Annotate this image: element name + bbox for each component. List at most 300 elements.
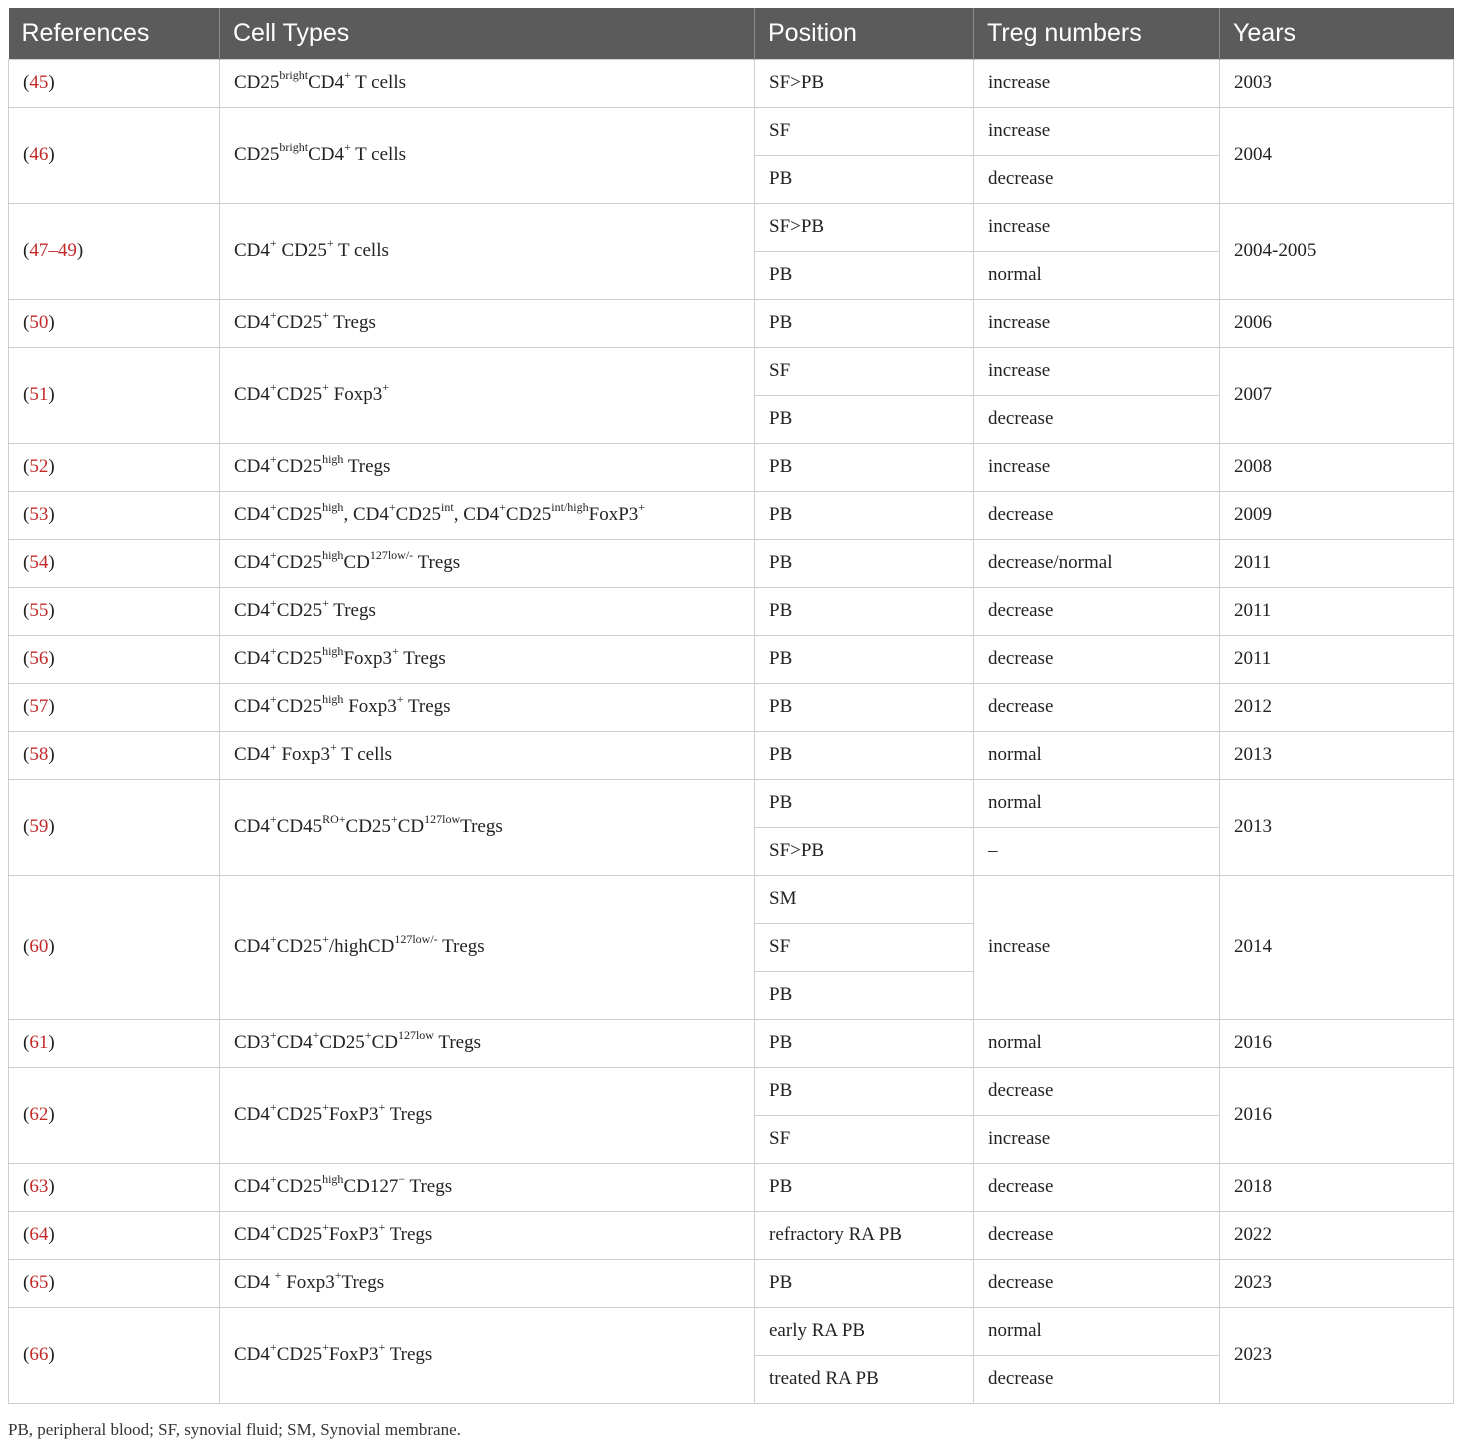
treg-numbers-cell: decrease — [974, 155, 1220, 203]
position-cell: SF — [755, 347, 974, 395]
reference-cell — [9, 731, 220, 779]
column-header-years: Years — [1220, 8, 1454, 59]
cell-type-text: Tregs — [403, 696, 451, 717]
cell-type-text: CD4 — [234, 1176, 270, 1197]
table-row — [9, 1163, 1454, 1211]
cell-type-text: Tregs — [413, 552, 461, 573]
position-cell: PB — [755, 299, 974, 347]
treg-numbers-cell: increase — [974, 1115, 1220, 1163]
cell-type-text: CD4 — [234, 816, 270, 837]
cell-type-text: Foxp3 — [343, 696, 397, 717]
cell-type-text: CD4 — [234, 1104, 270, 1125]
treg-numbers-cell: increase — [974, 299, 1220, 347]
cell-type-text: CD127 — [343, 1176, 399, 1197]
reference-link[interactable]: 46 — [29, 144, 49, 165]
cell-type-text: FoxP3 — [588, 504, 639, 525]
treg-numbers-cell: – — [974, 827, 1220, 875]
years-cell: 2016 — [1220, 1019, 1454, 1067]
cell-type-superscript: bright — [279, 139, 309, 154]
treg-numbers-cell: increase — [974, 203, 1220, 251]
cell-type-superscript: + — [326, 235, 334, 250]
cell-type-cell — [220, 299, 755, 347]
paren-open: ( — [23, 744, 30, 765]
paren-open: ( — [23, 72, 30, 93]
paren-open: ( — [23, 1032, 30, 1053]
years-cell: 2004-2005 — [1220, 203, 1454, 299]
reference-cell — [9, 1019, 220, 1067]
cell-type-text: CD4 — [308, 72, 344, 93]
table-row — [9, 491, 1454, 539]
years-cell: 2013 — [1220, 779, 1454, 875]
position-cell: SF>PB — [755, 203, 974, 251]
treg-numbers-cell: decrease/normal — [974, 539, 1220, 587]
table-row — [9, 443, 1454, 491]
table-row — [9, 635, 1454, 683]
cell-type-text: /highCD — [328, 936, 395, 957]
table-row — [9, 875, 1454, 923]
position-cell: PB — [755, 1019, 974, 1067]
cell-type-text: Tregs — [460, 816, 503, 837]
position-cell: SF>PB — [755, 827, 974, 875]
cell-type-text: CD25 — [505, 504, 552, 525]
cell-type-cell — [220, 1067, 755, 1163]
position-cell: PB — [755, 635, 974, 683]
cell-type-text: CD4 — [234, 504, 270, 525]
cell-type-text: Tregs — [385, 1224, 433, 1245]
paren-open: ( — [23, 648, 30, 669]
table-row — [9, 203, 1454, 251]
cell-type-text: CD25 — [276, 1104, 323, 1125]
table-row — [9, 731, 1454, 779]
cell-type-superscript: + — [322, 595, 329, 610]
cell-type-text: T cells — [336, 744, 393, 765]
cell-type-superscript: + — [396, 691, 404, 706]
table-container — [8, 8, 1453, 1404]
treg-numbers-cell: decrease — [974, 1259, 1220, 1307]
table-row — [9, 107, 1454, 155]
paren-close: ) — [48, 72, 55, 93]
cell-type-text: CD25 — [276, 504, 323, 525]
cell-type-text: CD25 — [234, 72, 280, 93]
table-row — [9, 587, 1454, 635]
cell-type-superscript: + — [269, 499, 277, 514]
treg-numbers-cell: normal — [974, 251, 1220, 299]
position-cell: PB — [755, 251, 974, 299]
reference-link[interactable]: 50 — [29, 312, 49, 333]
cell-type-superscript: + — [638, 499, 646, 514]
column-header-treg-numbers: Treg numbers — [974, 8, 1220, 59]
cell-type-superscript: + — [322, 307, 329, 322]
reference-cell — [9, 1163, 220, 1211]
paren-close: ) — [48, 648, 55, 669]
reference-link[interactable]: 54 — [29, 552, 49, 573]
cell-type-superscript: + — [274, 1267, 282, 1282]
reference-link[interactable]: 51 — [29, 384, 49, 405]
position-cell: PB — [755, 731, 974, 779]
cell-type-cell — [220, 779, 755, 875]
paren-close: ) — [48, 456, 55, 477]
cell-type-text: CD4 — [234, 1272, 275, 1293]
cell-type-text: CD25 — [276, 384, 323, 405]
paren-open: ( — [23, 312, 30, 333]
table-row — [9, 347, 1454, 395]
cell-type-text: T cells — [350, 144, 407, 165]
cell-type-superscript: bright — [279, 67, 309, 82]
cell-type-text: Foxp3 — [328, 384, 383, 405]
cell-type-text: Tregs — [437, 936, 485, 957]
cell-type-superscript: + — [269, 1339, 277, 1354]
treg-numbers-cell: decrease — [974, 491, 1220, 539]
position-cell: PB — [755, 539, 974, 587]
reference-cell — [9, 779, 220, 875]
cell-type-superscript: + — [322, 1219, 329, 1234]
cell-type-text: CD25 — [276, 1176, 323, 1197]
paren-open: ( — [23, 384, 30, 405]
cell-type-cell — [220, 635, 755, 683]
cell-type-cell — [220, 587, 755, 635]
cell-type-cell — [220, 59, 755, 107]
reference-cell — [9, 59, 220, 107]
cell-type-text: CD4 — [234, 744, 270, 765]
cell-type-text: CD4 — [234, 600, 270, 621]
years-cell: 2004 — [1220, 107, 1454, 203]
cell-type-superscript: + — [378, 1339, 386, 1354]
cell-type-text: CD4 — [234, 456, 270, 477]
cell-type-superscript: int — [441, 499, 454, 514]
paren-close: ) — [48, 1176, 55, 1197]
column-header-position: Position — [755, 8, 974, 59]
cell-type-text: CD25 — [276, 1344, 323, 1365]
treg-numbers-cell: decrease — [974, 1163, 1220, 1211]
paren-open: ( — [23, 240, 30, 261]
treg-numbers-cell: decrease — [974, 1211, 1220, 1259]
treg-numbers-cell: increase — [974, 107, 1220, 155]
cell-type-text: Foxp3 — [276, 744, 331, 765]
cell-type-text: CD4 — [234, 696, 270, 717]
paren-open: ( — [23, 1104, 30, 1125]
cell-type-superscript: + — [269, 1171, 277, 1186]
cell-type-text: CD4 — [308, 144, 344, 165]
cell-type-superscript: 127low — [397, 1027, 434, 1042]
reference-cell — [9, 1067, 220, 1163]
cell-type-superscript: + — [392, 643, 399, 658]
cell-type-cell — [220, 875, 755, 1019]
cell-type-text: CD4 — [234, 936, 270, 957]
cell-type-text: CD — [397, 816, 425, 837]
cell-type-superscript: high — [322, 1171, 344, 1186]
reference-link[interactable]: 60 — [29, 936, 49, 957]
position-cell: PB — [755, 491, 974, 539]
position-cell: treated RA PB — [755, 1355, 974, 1403]
table-row — [9, 299, 1454, 347]
cell-type-superscript: + — [322, 931, 329, 946]
cell-type-superscript: + — [382, 379, 389, 394]
reference-cell — [9, 491, 220, 539]
table-row — [9, 539, 1454, 587]
paren-close: ) — [48, 1032, 55, 1053]
years-cell: 2011 — [1220, 539, 1454, 587]
cell-type-cell — [220, 731, 755, 779]
years-cell: 2014 — [1220, 875, 1454, 1019]
paren-close: ) — [48, 144, 55, 165]
cell-type-cell — [220, 107, 755, 203]
paren-open: ( — [23, 504, 30, 525]
paren-close: ) — [48, 696, 55, 717]
reference-cell — [9, 1259, 220, 1307]
reference-link[interactable]: 57 — [29, 696, 49, 717]
cell-type-text: CD45 — [276, 816, 323, 837]
position-cell: SF — [755, 923, 974, 971]
cell-type-text: CD25 — [276, 312, 323, 333]
reference-link[interactable]: 61 — [29, 1032, 49, 1053]
treg-numbers-cell: normal — [974, 1019, 1220, 1067]
cell-type-superscript: + — [269, 307, 277, 322]
cell-type-text: Tregs — [343, 456, 391, 477]
cell-type-text: CD4 — [234, 312, 270, 333]
cell-type-text: CD4 — [234, 240, 270, 261]
cell-type-superscript: high — [322, 451, 344, 466]
cell-type-text: CD25 — [276, 1224, 323, 1245]
reference-link[interactable]: 45 — [29, 72, 49, 93]
cell-type-superscript: + — [269, 595, 277, 610]
cell-type-superscript: + — [322, 379, 329, 394]
treg-numbers-cell: decrease — [974, 635, 1220, 683]
reference-link[interactable]: 63 — [29, 1176, 49, 1197]
paren-close: ) — [48, 384, 55, 405]
paren-open: ( — [23, 1344, 30, 1365]
paren-open: ( — [23, 144, 30, 165]
cell-type-text: T cells — [333, 240, 389, 261]
column-header-references: References — [9, 8, 220, 59]
cell-type-text: CD25 — [276, 552, 323, 573]
position-cell: PB — [755, 779, 974, 827]
cell-type-superscript: + — [343, 139, 351, 154]
reference-link[interactable]: 53 — [29, 504, 49, 525]
cell-type-superscript: + — [364, 1027, 372, 1042]
paren-open: ( — [23, 456, 30, 477]
paren-close: ) — [48, 552, 55, 573]
reference-link[interactable]: 59 — [29, 816, 49, 837]
treg-numbers-cell: decrease — [974, 587, 1220, 635]
treg-studies-table — [8, 8, 1454, 1404]
cell-type-superscript: + — [269, 547, 277, 562]
cell-type-text: FoxP3 — [328, 1344, 379, 1365]
cell-type-text: CD25 — [276, 456, 323, 477]
cell-type-text: T cells — [350, 72, 407, 93]
reference-link[interactable]: 66 — [29, 1344, 49, 1365]
paren-close: ) — [48, 1272, 55, 1293]
reference-link[interactable]: 65 — [29, 1272, 49, 1293]
years-cell: 2022 — [1220, 1211, 1454, 1259]
position-cell: PB — [755, 1259, 974, 1307]
reference-link[interactable]: 64 — [29, 1224, 49, 1245]
reference-cell — [9, 299, 220, 347]
paren-open: ( — [23, 816, 30, 837]
table-row — [9, 59, 1454, 107]
reference-link[interactable]: 52 — [29, 456, 49, 477]
table-row — [9, 1307, 1454, 1355]
position-cell: PB — [755, 155, 974, 203]
treg-numbers-cell: increase — [974, 875, 1220, 1019]
years-cell: 2008 — [1220, 443, 1454, 491]
reference-cell — [9, 683, 220, 731]
reference-link[interactable]: 62 — [29, 1104, 49, 1125]
cell-type-superscript: high — [322, 547, 344, 562]
cell-type-text: Tregs — [328, 312, 376, 333]
cell-type-text: Tregs — [405, 1176, 453, 1197]
cell-type-superscript: 127low/- — [394, 931, 438, 946]
reference-cell — [9, 875, 220, 1019]
cell-type-text: , CD4 — [453, 504, 500, 525]
years-cell: 2012 — [1220, 683, 1454, 731]
cell-type-superscript: − — [398, 1171, 406, 1186]
treg-numbers-cell: increase — [974, 347, 1220, 395]
reference-cell — [9, 635, 220, 683]
position-cell: SF>PB — [755, 59, 974, 107]
reference-link[interactable]: 56 — [29, 648, 49, 669]
table-row — [9, 683, 1454, 731]
treg-numbers-cell: decrease — [974, 683, 1220, 731]
paren-close: ) — [48, 1344, 55, 1365]
position-cell: SM — [755, 875, 974, 923]
cell-type-superscript: + — [390, 811, 398, 826]
cell-type-text: CD25 — [234, 144, 280, 165]
treg-numbers-cell: normal — [974, 779, 1220, 827]
cell-type-superscript: high — [322, 691, 344, 706]
cell-type-cell — [220, 1019, 755, 1067]
position-cell: PB — [755, 395, 974, 443]
reference-cell — [9, 347, 220, 443]
years-cell: 2007 — [1220, 347, 1454, 443]
table-header-row — [9, 8, 1454, 59]
table-body — [9, 59, 1454, 1403]
cell-type-text: Foxp3 — [281, 1272, 335, 1293]
cell-type-superscript: + — [269, 739, 277, 754]
cell-type-text: CD4 — [234, 1224, 270, 1245]
table-row — [9, 779, 1454, 827]
cell-type-text: Tregs — [385, 1344, 433, 1365]
cell-type-text: FoxP3 — [328, 1104, 379, 1125]
paren-close: ) — [48, 600, 55, 621]
reference-link[interactable]: 58 — [29, 744, 49, 765]
cell-type-cell — [220, 203, 755, 299]
treg-numbers-cell: decrease — [974, 1067, 1220, 1115]
cell-type-superscript: + — [499, 499, 506, 514]
years-cell: 2009 — [1220, 491, 1454, 539]
cell-type-superscript: + — [322, 1339, 329, 1354]
reference-cell — [9, 539, 220, 587]
cell-type-cell — [220, 1163, 755, 1211]
position-cell: PB — [755, 443, 974, 491]
cell-type-superscript: int/high — [551, 499, 589, 514]
cell-type-text: CD25 — [319, 1032, 365, 1053]
years-cell: 2006 — [1220, 299, 1454, 347]
cell-type-superscript: + — [378, 1219, 386, 1234]
cell-type-superscript: + — [269, 811, 277, 826]
years-cell: 2016 — [1220, 1067, 1454, 1163]
cell-type-text: CD25 — [276, 600, 323, 621]
cell-type-text: Tregs — [398, 648, 446, 669]
cell-type-text: Tregs — [433, 1032, 481, 1053]
cell-type-text: CD25 — [345, 816, 391, 837]
cell-type-text: Tregs — [385, 1104, 433, 1125]
paren-close: ) — [48, 936, 55, 957]
cell-type-superscript: + — [269, 931, 277, 946]
paren-close: ) — [48, 744, 55, 765]
position-cell: SF — [755, 1115, 974, 1163]
treg-numbers-cell: normal — [974, 1307, 1220, 1355]
cell-type-superscript: + — [269, 1219, 277, 1234]
cell-type-superscript: + — [269, 1099, 277, 1114]
position-cell: PB — [755, 587, 974, 635]
cell-type-superscript: + — [378, 1099, 386, 1114]
cell-type-cell — [220, 443, 755, 491]
reference-link[interactable]: 47–49 — [29, 240, 77, 261]
cell-type-superscript: + — [322, 1099, 329, 1114]
cell-type-superscript: + — [334, 1267, 342, 1282]
treg-numbers-cell: normal — [974, 731, 1220, 779]
cell-type-cell — [220, 347, 755, 443]
treg-numbers-cell: decrease — [974, 395, 1220, 443]
years-cell: 2003 — [1220, 59, 1454, 107]
paren-open: ( — [23, 1272, 30, 1293]
paren-open: ( — [23, 600, 30, 621]
reference-cell — [9, 203, 220, 299]
cell-type-text: Tregs — [341, 1272, 385, 1293]
cell-type-superscript: high — [322, 499, 344, 514]
cell-type-superscript: + — [269, 235, 277, 250]
cell-type-text: CD4 — [234, 1344, 270, 1365]
years-cell: 2023 — [1220, 1259, 1454, 1307]
position-cell: PB — [755, 1067, 974, 1115]
reference-cell — [9, 443, 220, 491]
cell-type-cell — [220, 1307, 755, 1403]
cell-type-superscript: RO+ — [322, 811, 346, 826]
cell-type-text: CD25 — [395, 504, 442, 525]
years-cell: 2011 — [1220, 635, 1454, 683]
paren-close: ) — [48, 312, 55, 333]
cell-type-superscript: 127low — [424, 811, 461, 826]
cell-type-superscript: + — [388, 499, 396, 514]
reference-cell — [9, 587, 220, 635]
reference-cell — [9, 107, 220, 203]
reference-cell — [9, 1211, 220, 1259]
cell-type-text: CD25 — [276, 240, 327, 261]
cell-type-text: , CD4 — [343, 504, 389, 525]
cell-type-text: CD — [343, 552, 370, 573]
treg-numbers-cell: increase — [974, 59, 1220, 107]
cell-type-text: CD3 — [234, 1032, 270, 1053]
cell-type-superscript: + — [269, 379, 277, 394]
cell-type-text: Tregs — [328, 600, 376, 621]
paren-close: ) — [76, 240, 84, 261]
cell-type-cell — [220, 539, 755, 587]
position-cell: PB — [755, 683, 974, 731]
paren-close: ) — [48, 816, 55, 837]
reference-cell — [9, 1307, 220, 1403]
cell-type-text: CD25 — [276, 648, 323, 669]
paren-open: ( — [23, 552, 30, 573]
reference-link[interactable]: 55 — [29, 600, 49, 621]
paren-close: ) — [48, 504, 55, 525]
cell-type-superscript: + — [269, 451, 277, 466]
table-row — [9, 1259, 1454, 1307]
cell-type-text: CD4 — [234, 648, 270, 669]
table-row — [9, 1211, 1454, 1259]
table-footnote: PB, peripheral blood; SF, synovial fluid; SM, Synovial membrane. — [8, 1420, 461, 1439]
years-cell: 2018 — [1220, 1163, 1454, 1211]
cell-type-superscript: + — [269, 691, 277, 706]
